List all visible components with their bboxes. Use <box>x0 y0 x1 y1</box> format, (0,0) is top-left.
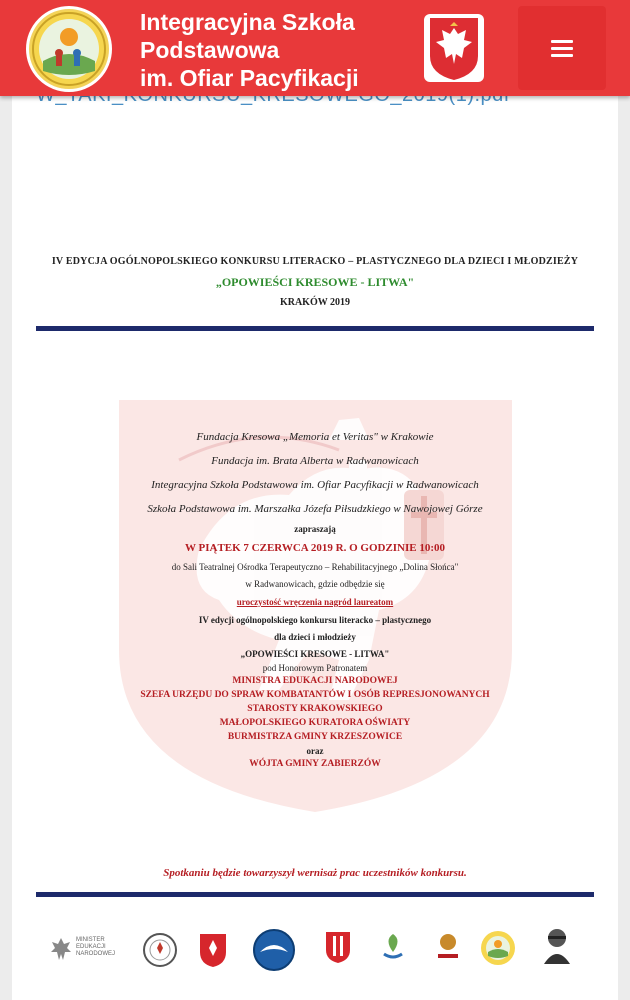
school-logo-icon[interactable] <box>26 6 112 92</box>
contest-title: „OPOWIEŚCI KRESOWE - LITWA" <box>215 275 415 289</box>
ministry-line-2: EDUKACJI <box>76 944 106 950</box>
org-line-4: Szkoła Podstawowa im. Marszałka Józefa Piłsudzkiego w Nawojowej Górze <box>147 503 483 515</box>
school-name-line2: Podstawowa <box>140 37 280 63</box>
ceremony-text: uroczystość wręczenia nagród laureatom <box>236 597 394 607</box>
patron-4: MAŁOPOLSKIEGO KURATORA OŚWIATY <box>219 718 411 728</box>
school-name[interactable] <box>140 8 359 92</box>
site-header <box>0 0 630 96</box>
org-line-1: Fundacja Kresowa „Memoria et Veritas" w Krakowie <box>196 431 434 443</box>
school-logo-small-icon <box>480 930 516 971</box>
patron-1: MINISTRA EDUKACJI NARODOWEJ <box>232 676 398 686</box>
divider-bottom <box>36 892 594 897</box>
powiat-krakowski-logo-icon <box>198 932 228 973</box>
invites-text: zapraszają <box>294 524 336 534</box>
school-name-line1: Integracyjna Szkoła <box>140 9 355 35</box>
patron-3: STAROSTY KRAKOWSKIEGO <box>247 704 383 714</box>
school-name-line3: im. Ofiar Pacyfikacji <box>140 65 359 91</box>
closing-text: Spotkaniu będzie towarzyszył wernisaż prac uczestników konkursu. <box>163 867 467 879</box>
edition-line-2: dla dzieci i młodzieży <box>274 632 356 642</box>
org-line-3: Integracyjna Szkoła Podstawowa im. Ofiar Pacyfikacji w Radwanowicach <box>151 479 479 491</box>
divider-top <box>36 326 594 331</box>
and-text: oraz <box>306 746 324 756</box>
dolina-slonca-logo-icon <box>378 930 408 969</box>
event-place-line-1: do Sali Teatralnej Ośrodka Terapeutyczno – Rehabilitacyjnego „Dolina Słońca" <box>171 562 459 572</box>
ministry-line-1: MINISTER <box>76 937 105 943</box>
patron-5: BURMISTRZA GMINY KRZESZOWICE <box>227 732 403 742</box>
left-margin <box>0 0 12 1000</box>
seal-logo-icon <box>142 932 178 973</box>
city-year: KRAKÓW 2019 <box>279 297 351 308</box>
right-margin <box>618 0 630 1000</box>
patron-2: SZEFA URZĘDU DO SPRAW KOMBATANTÓW I OSÓB REPRESJONOWANYCH <box>140 690 490 700</box>
edition-line-1: IV edycji ogólnopolskiego konkursu literacko – plastycznego <box>198 615 432 625</box>
hamburger-menu-icon[interactable] <box>518 6 606 90</box>
patronage-text: pod Honorowym Patronatem <box>262 663 368 673</box>
edition-heading: IV EDYCJA OGÓLNOPOLSKIEGO KONKURSU LITERACKO – PLASTYCZNEGO DLA DZIECI I MŁODZIEŻY <box>51 256 579 267</box>
event-date: W PIĄTEK 7 CZERWCA 2019 R. O GODZINIE 10:00 <box>184 542 446 554</box>
portrait-logo-icon <box>540 926 574 971</box>
patron-6: WÓJTA GMINY ZABIERZÓW <box>249 759 381 769</box>
ministry-line-3: NARODOWEJ <box>76 951 115 957</box>
invitation-title: „OPOWIEŚCI KRESOWE - LITWA" <box>240 649 390 659</box>
fundacja-brata-alberta-logo-icon <box>434 930 462 969</box>
partner-logos <box>0 920 630 980</box>
gmina-crest-icon <box>324 930 352 969</box>
kuratorium-logo-icon <box>252 928 296 977</box>
event-place-line-2: w Radwanowicach, gdzie odbędzie się <box>245 579 385 589</box>
polish-eagle-icon <box>424 14 484 82</box>
org-line-2: Fundacja im. Brata Alberta w Radwanowicach <box>211 455 419 467</box>
ministry-logo-icon <box>50 934 134 964</box>
